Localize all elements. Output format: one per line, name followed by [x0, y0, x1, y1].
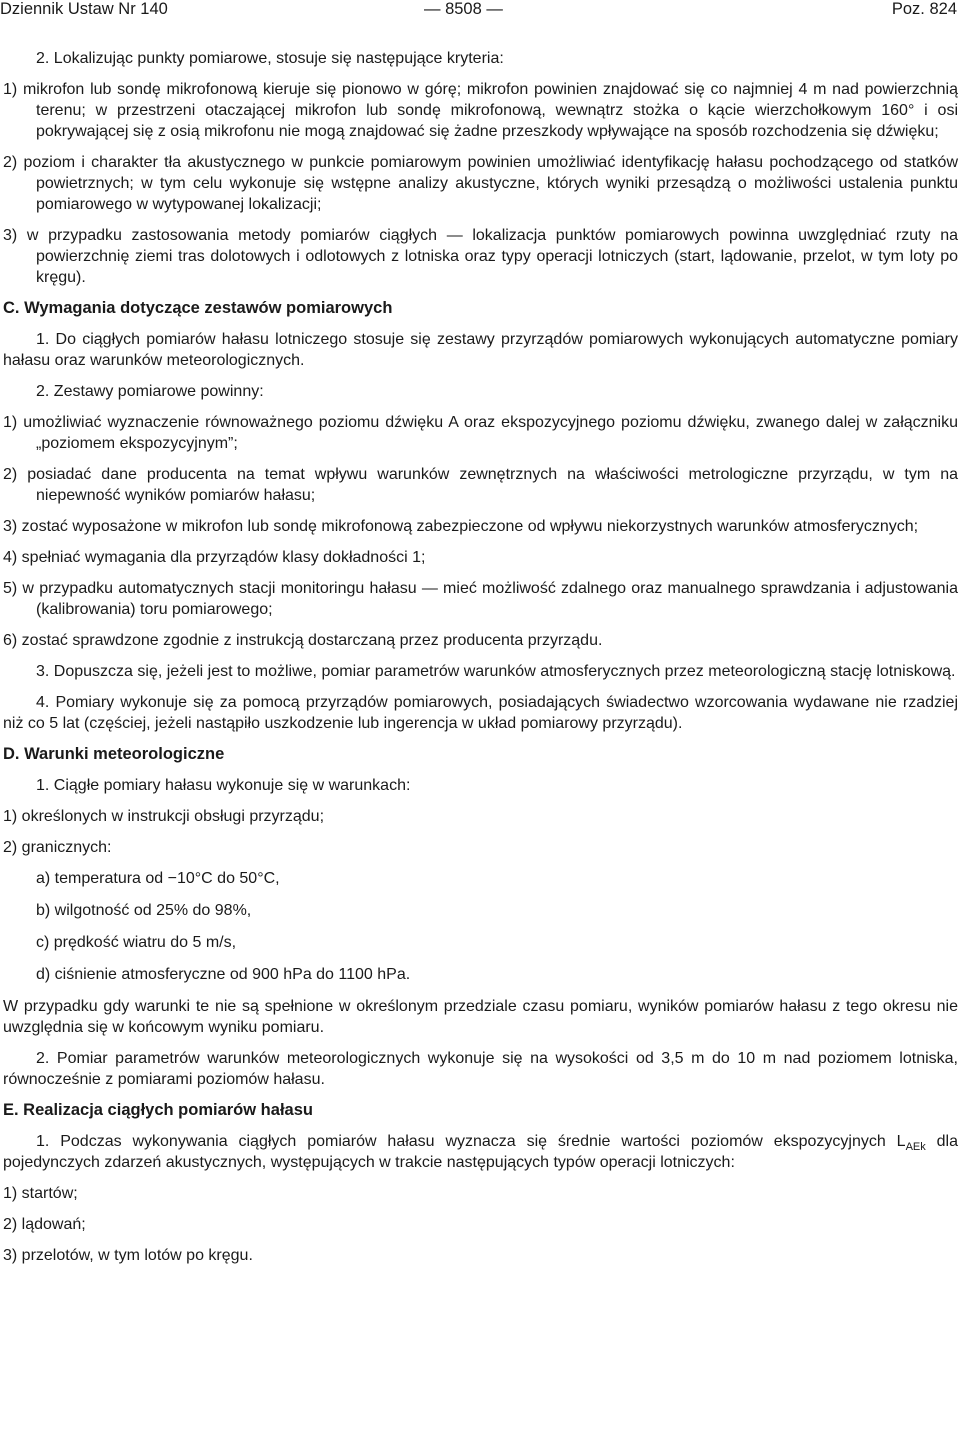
- section-e-paragraph-1-end: dla pojedynczych zdarzeń akustycznych, występujących w trakcie następujących typów operacji lotniczych:: [3, 1133, 958, 1171]
- section-d-note: W przypadku gdy warunki te nie są spełnione w określonym przedziale czasu pomiaru, wyników pomiarów hałasu z tego okresu nie uwzględnia się w końcowym wyniku pomiaru.: [3, 998, 958, 1036]
- section-d-heading: D. Warunki meteorologiczne: [3, 745, 225, 763]
- section-c-item-3: 3) zostać wyposażone w mikrofon lub sondę mikrofonową zabezpieczone od wpływu niekorzystnych warunków atmosferycznych;: [3, 518, 919, 535]
- section-b-item-3: 3) w przypadku zastosowania metody pomiarów ciągłych — lokalizacja punktów pomiarowych powinna uwzględniać rzuty na powierzchnię ziemi tras dolotowych i odlotowych z lotniska oraz typy operacji lotniczych (start, lądowanie, przelot, w tym loty po kręgu).: [3, 227, 958, 286]
- section-c-paragraph-3: 3. Dopuszcza się, jeżeli jest to możliwe, pomiar parametrów warunków atmosferycznych przez meteorologiczną stację lotniskową.: [36, 663, 956, 680]
- page-number: — 8508 —: [424, 0, 503, 18]
- section-d-sub-item-d: d) ciśnienie atmosferyczne od 900 hPa do 1100 hPa.: [36, 966, 411, 983]
- section-d-item-2: 2) granicznych:: [3, 839, 112, 856]
- level-symbol-letter: L: [896, 1133, 906, 1150]
- section-c-paragraph-4: 4. Pomiary wykonuje się za pomocą przyrządów pomiarowych, posiadających świadectwo wzorcowania wydawane nie rzadziej niż co 5 lat (częściej, jeżeli nastąpiło uszkodzenie lub ingerencja w układ pomiarowy przyrządu).: [3, 694, 958, 732]
- document-body: [3, 48, 958, 1276]
- position-number: Poz. 824: [891, 0, 957, 18]
- section-c-item-1: 1) umożliwiać wyznaczenie równoważnego poziomu dźwięku A oraz ekspozycyjnego poziomu dźwięku, zwanego dalej w załączniku „poziomem ekspozycyjnym”;: [3, 414, 958, 452]
- section-b-item-1: 1) mikrofon lub sondę mikrofonową kieruje się pionowo w górę; mikrofon powinien znajdować się co najmniej 4 m nad powierzchnią terenu; w przestrzeni otaczającej mikrofon lub sondę mikrofonową, wewnątrz stożka o kącie wierzchołkowym 160° i osi pokrywającej się z osią mikrofonu nie mogą znajdować się żadne przeszkody wpływające na sposób rozchodzenia się dźwięku;: [3, 81, 958, 140]
- journal-title: Dziennik Ustaw Nr 140: [0, 0, 168, 18]
- section-d-sub-item-c: c) prędkość wiatru do 5 m/s,: [36, 934, 237, 951]
- page-header: [0, 0, 960, 22]
- section-e-paragraph-1-start: 1. Podczas wykonywania ciągłych pomiarów hałasu wyznacza się średnie wartości poziomów ekspozycyjnych: [36, 1133, 897, 1150]
- section-c-item-4: 4) spełniać wymagania dla przyrządów klasy dokładności 1;: [3, 549, 426, 566]
- section-c-item-2: 2) posiadać dane producenta na temat wpływu warunków zewnętrznych na właściwości metrologiczne przyrządu, w tym na niepewność wyników pomiarów hałasu;: [3, 466, 958, 504]
- section-c-item-6: 6) zostać sprawdzone zgodnie z instrukcją dostarczaną przez producenta przyrządu.: [3, 632, 603, 649]
- section-d-sub-item-b: b) wilgotność od 25% do 98%,: [36, 902, 252, 919]
- level-symbol: [896, 1133, 926, 1153]
- section-c-paragraph-1: 1. Do ciągłych pomiarów hałasu lotniczego stosuje się zestawy przyrządów pomiarowych wykonujących automatyczne pomiary hałasu oraz warunków meteorologicznych.: [3, 331, 958, 369]
- section-e-item-1: 1) startów;: [3, 1185, 78, 1202]
- section-d-paragraph-2: 2. Pomiar parametrów warunków meteorologicznych wykonuje się na wysokości od 3,5 m do 10 m nad poziomem lotniska, równocześnie z pomiarami poziomów hałasu.: [3, 1050, 958, 1088]
- section-d-paragraph-1: 1. Ciągłe pomiary hałasu wykonuje się w warunkach:: [36, 777, 411, 794]
- section-e-item-2: 2) lądowań;: [3, 1216, 86, 1233]
- section-d-sub-item-a: a) temperatura od −10°C do 50°C,: [36, 870, 280, 887]
- section-c-paragraph-2: 2. Zestawy pomiarowe powinny:: [36, 383, 264, 400]
- level-symbol-subscript: AEk: [905, 1141, 926, 1153]
- section-c-item-5: 5) w przypadku automatycznych stacji monitoringu hałasu — mieć możliwość zdalnego oraz manualnego sprawdzania i adjustowania (kalibrowania) toru pomiarowego;: [3, 580, 958, 618]
- section-d-item-1: 1) określonych w instrukcji obsługi przyrządu;: [3, 808, 325, 825]
- section-e-paragraph-1: [3, 1131, 958, 1173]
- section-c-heading: C. Wymagania dotyczące zestawów pomiarowych: [3, 299, 393, 317]
- section-b-item-2: 2) poziom i charakter tła akustycznego w punkcie pomiarowym powinien umożliwiać identyfikację hałasu pochodzącego od statków powietrznych; w tym celu wykonuje się wstępne analizy akustyczne, których wyniki przesądzą o możliwości ustalenia punktu pomiarowego w wytypowanej lokalizacji;: [3, 154, 958, 213]
- section-e-item-3: 3) przelotów, w tym lotów po kręgu.: [3, 1247, 253, 1264]
- section-b-paragraph-2: 2. Lokalizując punkty pomiarowe, stosuje się następujące kryteria:: [36, 50, 504, 67]
- section-e-heading: E. Realizacja ciągłych pomiarów hałasu: [3, 1101, 313, 1119]
